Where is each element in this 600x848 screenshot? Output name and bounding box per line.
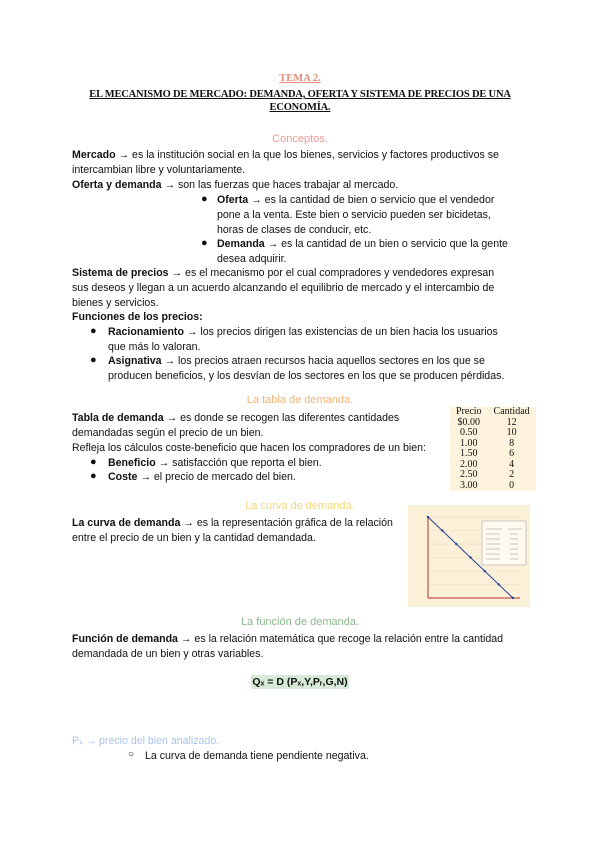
sp-term: Sistema de precios xyxy=(72,267,169,279)
data-point xyxy=(427,516,429,518)
od-def: → son las fuerzas que haces trabajar al mercado. xyxy=(161,179,399,191)
curva-def: → es la representación gráfica de la relación xyxy=(180,517,393,529)
cell-precio: 3.00 xyxy=(460,479,478,491)
col-cantidad: Cantidad xyxy=(493,406,530,417)
oferta-term: Oferta xyxy=(217,194,249,206)
tabla-paragraph xyxy=(72,411,426,456)
funcion-term: Función de demanda xyxy=(72,633,178,645)
mercado-def: → es la institución social en la que los bienes, servicios y factores productivos se xyxy=(115,149,499,161)
funciones-heading: Funciones de los precios: xyxy=(72,311,203,323)
coste-def: → el precio de mercado del bien. xyxy=(137,471,296,483)
asig-def-2: producen beneficios, y los desvían de los sectores en los que se producen pérdidas. xyxy=(108,370,505,382)
chart-inset-table xyxy=(482,521,526,565)
cell-precio: 1.50 xyxy=(460,448,478,459)
cell-precio: 1.00 xyxy=(460,437,478,449)
oferta-item xyxy=(217,193,494,238)
oferta-demanda-paragraph xyxy=(72,178,398,193)
data-point xyxy=(512,597,514,599)
oferta-def: → es la cantidad de bien o servicio que el vendedor xyxy=(248,194,495,206)
funcion-def: → es la relación matemática que recoge la relación entre la cantidad xyxy=(177,633,504,645)
oferta-def-3: horas de clases de conducir, etc. xyxy=(217,224,372,236)
beneficio-item xyxy=(108,456,322,471)
data-point xyxy=(469,556,471,558)
bullet-icon: ● xyxy=(201,237,208,249)
heading-funcion: La función de demanda. xyxy=(240,616,360,628)
cell-precio: $0.00 xyxy=(457,416,481,428)
cell-precio: 0.50 xyxy=(460,427,478,438)
rac-def: → los precios dirigen las existencias de un bien hacia los usuarios xyxy=(183,326,498,338)
data-point xyxy=(455,543,457,545)
asignativa-item xyxy=(108,354,504,384)
demand-curve-chart xyxy=(408,505,530,607)
heading-curva: La curva de demanda. xyxy=(245,500,355,512)
data-point xyxy=(441,529,443,531)
asig-term: Asignativa xyxy=(108,355,162,367)
circle-bullet-icon: ○ xyxy=(128,749,135,760)
demand-formula xyxy=(0,676,600,688)
data-point xyxy=(483,570,485,572)
sistema-precios-paragraph xyxy=(72,266,494,311)
funcion-def-2: demandada de un bien y otras variables. xyxy=(72,648,264,660)
formula-text: Qₓ = D (Pₓ,Y,Pᵣ,G,N) xyxy=(252,676,348,688)
cell-cantidad: 2 xyxy=(509,469,515,480)
demanda-item xyxy=(217,237,508,267)
funcion-paragraph xyxy=(72,632,503,662)
mercado-paragraph xyxy=(72,148,499,178)
coste-term: Coste xyxy=(108,471,138,483)
px-definition: Pₓ → precio del bien analizado. xyxy=(72,735,220,747)
sp-def-3: bienes y servicios. xyxy=(72,297,159,309)
data-point xyxy=(498,583,500,585)
tabla-term: Tabla de demanda xyxy=(72,412,164,424)
demanda-term: Demanda xyxy=(217,238,265,250)
demanda-def-2: desea adquirir. xyxy=(217,253,287,265)
demanda-def: → es la cantidad de un bien o servicio que la gente xyxy=(264,238,508,250)
col-precio: Precio xyxy=(456,406,482,417)
oferta-def-2: pone a la venta. Este bien o servicio pueden ser bicidetas, xyxy=(217,209,491,221)
coste-item xyxy=(108,470,296,485)
page-title: EL MECANISMO DE MERCADO: DEMANDA, OFERTA Y SISTEMA DE PRECIOS DE UNA ECONOMÍA. xyxy=(89,89,511,113)
sp-def-2: sus deseos y llegan a un acuerdo alcanzando el equilibrio de mercado y el intercambio de xyxy=(72,282,495,294)
table-header-row xyxy=(450,407,536,418)
cell-cantidad: 4 xyxy=(509,458,515,470)
tabla-refleja: Refleja los cálculos coste-beneficio que hacen los compradores de un bien: xyxy=(72,442,426,454)
table-row xyxy=(450,449,536,460)
tema-label: TEMA 2. xyxy=(279,73,321,84)
bullet-icon: ● xyxy=(201,193,208,205)
asig-def: → los precios atraen recursos hacia aquellos sectores en los que se xyxy=(161,355,485,367)
tabla-def: → es donde se recogen las diferentes cantidades xyxy=(163,412,400,424)
beneficio-term: Beneficio xyxy=(108,457,156,469)
rac-term: Racionamiento xyxy=(108,326,184,338)
mercado-term: Mercado xyxy=(72,149,116,161)
heading-conceptos: Conceptos. xyxy=(272,133,328,145)
cell-cantidad: 10 xyxy=(506,427,517,438)
racionamiento-item xyxy=(108,325,498,355)
mercado-def-2: intercambian libre y voluntariamente. xyxy=(72,164,246,176)
bullet-icon: ● xyxy=(90,325,97,337)
sp-def: → es el mecanismo por el cual compradores y vendedores expresan xyxy=(168,267,495,279)
cell-precio: 2.00 xyxy=(460,458,478,470)
beneficio-def: → satisfacción que reporta el bien. xyxy=(155,457,322,469)
table-row xyxy=(450,470,536,481)
pendiente-item: La curva de demanda tiene pendiente negativa. xyxy=(145,750,369,762)
od-term: Oferta y demanda xyxy=(72,179,162,191)
cell-cantidad: 12 xyxy=(506,416,517,428)
table-row xyxy=(450,428,536,439)
cell-cantidad: 0 xyxy=(509,479,515,491)
curva-term: La curva de demanda xyxy=(72,517,181,529)
cell-cantidad: 8 xyxy=(509,437,515,449)
bullet-icon: ● xyxy=(90,470,97,482)
curva-paragraph xyxy=(72,516,393,546)
tabla-def-2: demandadas según el precio de un bien. xyxy=(72,427,264,439)
cell-precio: 2.50 xyxy=(460,469,478,480)
bullet-icon: ● xyxy=(90,354,97,366)
demand-table xyxy=(450,407,536,491)
cell-cantidad: 6 xyxy=(509,448,515,459)
bullet-icon: ● xyxy=(90,456,97,468)
table-row xyxy=(450,481,536,492)
curva-def-2: entre el precio de un bien y la cantidad demandada. xyxy=(72,532,316,544)
heading-tabla: La tabla de demanda. xyxy=(246,394,354,406)
rac-def-2: que más lo valoran. xyxy=(108,341,201,353)
